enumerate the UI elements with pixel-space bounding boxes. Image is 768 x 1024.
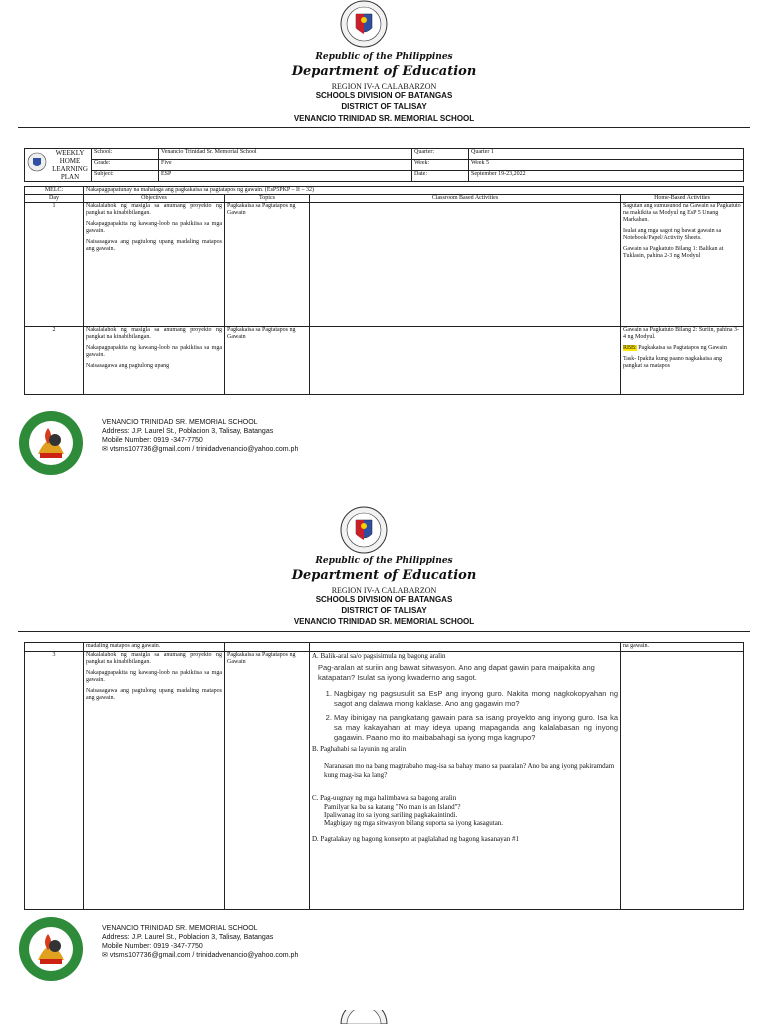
mail-icon: ✉ bbox=[102, 952, 110, 959]
objective-text: Nakalalahok ng masigla sa anumang proyekto ng pangkat na kinabibilangan. bbox=[86, 203, 222, 216]
school-header-text: VENANCIO TRINIDAD SR. MEMORIAL SCHOOL bbox=[293, 617, 475, 626]
home-text: Sagutan ang sumusunod na Gawain sa Pagkatuto na makikita sa Modyul ng EsP 5 Unang Markahan. bbox=[623, 203, 741, 223]
table-row bbox=[25, 652, 744, 910]
rbb-text bbox=[623, 345, 741, 352]
footer-address: Address: J.P. Laurel St., Poblacion 3, Talisay, Batangas bbox=[102, 934, 274, 941]
day-cell: 3 bbox=[25, 652, 84, 910]
objective-text: Naisasagawa ang pagtulong upang madaling matapos ang gawain. bbox=[86, 239, 222, 252]
deped-mini-seal-icon bbox=[27, 152, 47, 172]
col-home-header: Home-Based Activities bbox=[621, 195, 744, 203]
home-text: Task- Ipakita kung paano nagkakaisa ang pangkat sa matapos bbox=[623, 356, 723, 369]
header-rule bbox=[18, 631, 750, 632]
school-logo-icon bbox=[18, 916, 84, 982]
footer-school-name: VENANCIO TRINIDAD SR. MEMORIAL SCHOOL bbox=[102, 925, 258, 932]
activities-cell bbox=[310, 203, 621, 327]
table-row bbox=[25, 643, 744, 652]
deped-seal-icon bbox=[340, 0, 388, 48]
week-label: Week: bbox=[412, 160, 469, 171]
footer-email[interactable]: vtsms107736@gmail.com / trinidadvenancio@yahoo.com.ph bbox=[109, 952, 299, 959]
division-text: SCHOOLS DIVISION OF BATANGAS bbox=[315, 91, 453, 100]
day-cell: 1 bbox=[25, 203, 84, 327]
activities-cell bbox=[310, 327, 621, 395]
deped-seal-partial-icon bbox=[340, 1010, 388, 1024]
col-activities-header: Classroom Based Activities bbox=[310, 195, 621, 203]
footer-text bbox=[102, 418, 298, 454]
topic-cell bbox=[225, 643, 310, 652]
objective-text: Naisasagawa ang pagtulong upang madaling matapos ang gawain. bbox=[86, 688, 222, 701]
footer-mobile: Mobile Number: 0919 -347-7750 bbox=[102, 943, 203, 950]
melc-label: MELC: bbox=[25, 187, 84, 195]
objective-text: Nakalalahok ng masigla sa anumang proyekto ng pangkat na kinabibilangan. bbox=[86, 652, 222, 665]
footer-page2 bbox=[18, 916, 418, 986]
objective-text: Nakapagpapakita ng kawang-loob na pakikiisa sa mga gawain. bbox=[86, 670, 222, 683]
footer-school-name: VENANCIO TRINIDAD SR. MEMORIAL SCHOOL bbox=[102, 419, 258, 426]
department-title: Department of Education bbox=[291, 568, 477, 583]
home-cell bbox=[621, 203, 744, 327]
day-cell bbox=[25, 643, 84, 652]
objectives-cell: madaling matapos ang gawain. bbox=[84, 643, 225, 652]
activity-heading: B. Paghahabi sa layunin ng aralin bbox=[312, 745, 407, 753]
footer-address: Address: J.P. Laurel St., Poblacion 3, Talisay, Batangas bbox=[102, 428, 274, 435]
footer-mobile: Mobile Number: 0919 -347-7750 bbox=[102, 437, 203, 444]
activity-text: Naranasan mo na bang magtrabaho mag-isa sa bahay mano sa paaralan? Ano ba ang iyong pakiramdam kung mag-isa ka lang? bbox=[324, 762, 615, 779]
document-page-1 bbox=[0, 0, 768, 510]
objective-text: Nakalalahok ng masigla sa anumang proyekto ng pangkat na kinabibilangan. bbox=[86, 327, 222, 340]
date-label: Date: bbox=[412, 171, 469, 182]
quarter-value: Quarter 1 bbox=[469, 149, 744, 160]
footer-text bbox=[102, 924, 298, 960]
home-cell bbox=[621, 327, 744, 395]
school-value: Venancio Trinidad Sr. Memorial School bbox=[159, 149, 412, 160]
lesson-table-page2 bbox=[24, 642, 744, 910]
subject-label: Subject: bbox=[92, 171, 159, 182]
activity-intro: Pag-aralan at suriin ang bawat sitwasyon. Ano ang dapat gawin para maipakita ang katapatan? Isulat sa iyong kwaderno ang sagot. bbox=[318, 663, 595, 682]
table-row bbox=[25, 327, 744, 395]
lesson-table-page1 bbox=[24, 186, 744, 395]
objectives-cell bbox=[84, 327, 225, 395]
grade-value: Five bbox=[159, 160, 412, 171]
school-logo-icon bbox=[18, 410, 84, 476]
topic-cell: Pagkakaisa sa Pagtatapos ng Gawain bbox=[225, 203, 310, 327]
activity-line: Magbigay ng mga sitwasyon bilang suporta sa iyong kasagutan. bbox=[324, 819, 504, 827]
home-cell: na gawain. bbox=[621, 643, 744, 652]
division-text: SCHOOLS DIVISION OF BATANGAS bbox=[315, 595, 453, 604]
activity-heading: C. Pag-uugnay ng mga halimbawa sa bagong aralin bbox=[312, 794, 457, 802]
activity-heading: D. Pagtalakay ng bagong konsepto at paglalahad ng bagong kasanayan #1 bbox=[312, 835, 520, 843]
date-value: September 19-23,2022 bbox=[469, 171, 744, 182]
objective-text: Nakapagpapakita ng kawang-loob na pakikiisa sa mga gawain. bbox=[86, 221, 222, 234]
mail-icon: ✉ bbox=[102, 446, 110, 453]
topic-cell: Pagkakaisa sa Pagtatapos ng Gawain bbox=[225, 652, 310, 910]
subject-value: ESP bbox=[159, 171, 412, 182]
table-row bbox=[25, 203, 744, 327]
melc-value: Nakapagpapatunay na mahalaga ang pagkakaisa sa pagtatapos ng gawain. (EsP5PKP – If – 32) bbox=[84, 187, 744, 195]
district-text: DISTRICT OF TALISAY bbox=[341, 102, 427, 111]
grade-label: Grade: bbox=[92, 160, 159, 171]
rbb-highlight: RBB: bbox=[623, 345, 637, 351]
home-text: Gawain sa Pagkatuto Bilang 2: Suriin, pahina 3-4 ng Modyul. bbox=[623, 327, 739, 340]
objective-text: Nakapagpapakita ng kawang-loob na pakikiisa sa mga gawain. bbox=[86, 345, 222, 358]
week-value: Week 5 bbox=[469, 160, 744, 171]
plan-title-cell bbox=[25, 149, 92, 182]
region-text: REGION IV-A CALABARZON bbox=[331, 586, 437, 595]
col-objectives-header: Objectives bbox=[84, 195, 225, 203]
department-title: Department of Education bbox=[291, 64, 477, 79]
situation-list bbox=[312, 689, 618, 743]
deped-seal-icon bbox=[340, 506, 388, 554]
quarter-label: Quarter: bbox=[412, 149, 469, 160]
activity-text bbox=[324, 803, 618, 827]
objective-text: Naisasagawa ang pagtulong upang bbox=[86, 363, 170, 369]
district-text: DISTRICT OF TALISAY bbox=[341, 606, 427, 615]
republic-text: Republic of the Philippines bbox=[315, 52, 453, 62]
footer-page1 bbox=[18, 410, 418, 480]
region-text: REGION IV-A CALABARZON bbox=[331, 82, 437, 91]
home-text: Isulat ang mga sagot ng bawat gawain sa Notebook/Papel/Activity Sheets. bbox=[623, 228, 722, 241]
activities-cell bbox=[310, 643, 621, 652]
objectives-cell bbox=[84, 203, 225, 327]
activity-line: Ipaliwanag ito sa iyong sariling pagkakaintindi. bbox=[324, 811, 458, 819]
list-item: 1. Nagbigay ng pagsusulit sa EsP ang inyong guro. Nakita mong nagkokopyahan ng sagot ang dalawa mong kaklase. Ano ang gagawin mo? bbox=[334, 689, 618, 709]
activity-heading: A. Balik-aral sa/o pagsisimula ng bagong aralin bbox=[312, 652, 446, 660]
col-topics-header: Topics bbox=[225, 195, 310, 203]
activity-line: Pamilyar ka ba sa katang "No man is an Island"? bbox=[324, 803, 461, 811]
header-rule bbox=[18, 127, 750, 128]
home-cell bbox=[621, 652, 744, 910]
school-header-text: VENANCIO TRINIDAD SR. MEMORIAL SCHOOL bbox=[293, 114, 475, 123]
plan-title: WEEKLY HOME LEARNING PLAN bbox=[52, 149, 88, 181]
activities-cell bbox=[310, 652, 621, 910]
home-text: Gawain sa Pagkatuto Bilang 1: Balikan at Tuklasin, pahina 2-3 ng Modyul bbox=[623, 246, 724, 259]
objectives-cell bbox=[84, 652, 225, 910]
plan-info-table bbox=[24, 148, 744, 182]
rbb-title: Pagkakaisa sa Pagtatapos ng Gawain bbox=[636, 345, 727, 351]
day-cell: 2 bbox=[25, 327, 84, 395]
document-page-2 bbox=[0, 506, 768, 1024]
footer-email[interactable]: vtsms107736@gmail.com / trinidadvenancio@yahoo.com.ph bbox=[109, 446, 299, 453]
republic-text: Republic of the Philippines bbox=[315, 556, 453, 566]
col-day-header: Day bbox=[25, 195, 84, 203]
topic-cell: Pagkakaisa sa Pagtatapos ng Gawain bbox=[225, 327, 310, 395]
list-item: 2. May ibinigay na pangkatang gawain para sa isang proyekto ang inyong guro. Isa ka sa may kakayahan at may ideya upang mapaganda ang kalalabasan ng inyong gagawin. Paano mo ito maibabahagi sa iyong mga kagrupo? bbox=[334, 713, 618, 743]
school-label: School: bbox=[92, 149, 159, 160]
